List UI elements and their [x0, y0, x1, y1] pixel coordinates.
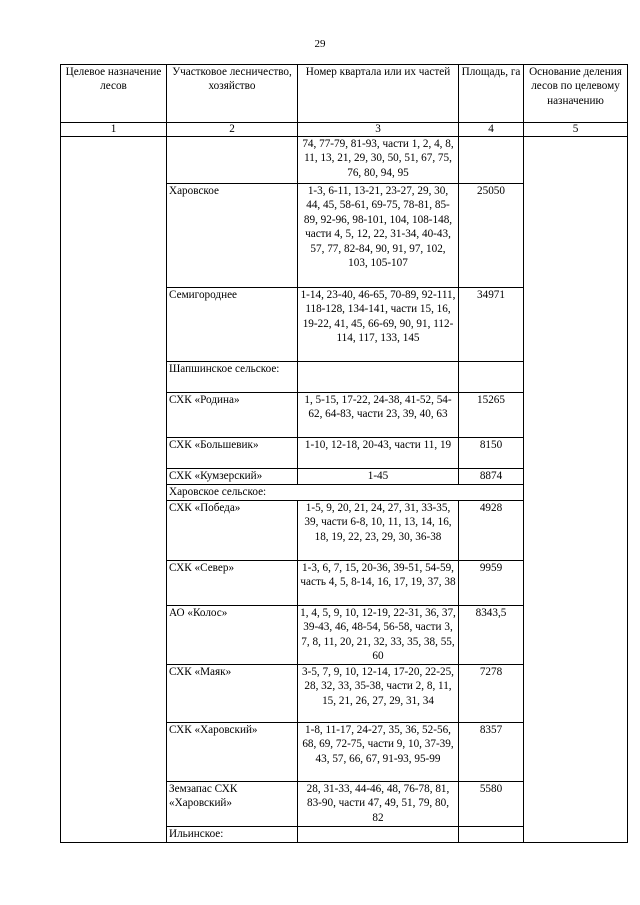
- purpose-cell: [61, 137, 167, 843]
- basis-cell: [524, 137, 628, 843]
- quarters-cell: [298, 827, 459, 843]
- forestry-cell: [167, 137, 298, 184]
- area-cell: 8357: [459, 723, 524, 782]
- forest-division-table: [60, 64, 628, 843]
- column-number: 4: [459, 123, 524, 137]
- header-basis: Основание деления лесов по целевому назначению: [524, 65, 628, 123]
- forestry-cell: СХК «Север»: [167, 561, 298, 606]
- column-number: 3: [298, 123, 459, 137]
- area-cell: 15265: [459, 393, 524, 438]
- quarters-cell: 74, 77-79, 81-93, части 1, 2, 4, 8, 11, 13, 21, 29, 30, 50, 51, 67, 75, 76, 80, 94, 95: [298, 137, 459, 184]
- forestry-cell: СХК «Маяк»: [167, 665, 298, 723]
- quarters-cell: 3-5, 7, 9, 10, 12-14, 17-20, 22-25, 28, 32, 33, 35-38, части 2, 8, 11, 15, 21, 26, 27, 29, 31, 34: [298, 665, 459, 723]
- header-forestry: Участковое лесничество, хозяйство: [167, 65, 298, 123]
- quarters-cell: 28, 31-33, 44-46, 48, 76-78, 81, 83-90, части 47, 49, 51, 79, 80, 82: [298, 782, 459, 827]
- forestry-cell: СХК «Кумзерский»: [167, 469, 298, 485]
- area-cell: 9959: [459, 561, 524, 606]
- forestry-cell: АО «Колос»: [167, 606, 298, 665]
- column-number: 1: [61, 123, 167, 137]
- page-number: 29: [314, 38, 326, 50]
- forestry-cell: Семигороднее: [167, 288, 298, 362]
- column-number: 5: [524, 123, 628, 137]
- area-cell: [459, 137, 524, 184]
- forestry-cell: СХК «Харовский»: [167, 723, 298, 782]
- forestry-cell: Ильинское:: [167, 827, 298, 843]
- area-cell: [459, 362, 524, 393]
- area-cell: 8343,5: [459, 606, 524, 665]
- quarters-cell: 1-3, 6-11, 13-21, 23-27, 29, 30, 44, 45, 58-61, 69-75, 78-81, 85-89, 92-96, 98-101, 104, 108-148, части 4, 5, 12, 22, 31-34, 40-43, 57, 77, 82-84, 90, 91, 97, 102, 103, 105-107: [298, 184, 459, 288]
- area-cell: 7278: [459, 665, 524, 723]
- column-number-row: [61, 123, 628, 137]
- quarters-cell: 1-10, 12-18, 20-43, части 11, 19: [298, 438, 459, 469]
- header-quarters: Номер квартала или их частей: [298, 65, 459, 123]
- column-number: 2: [167, 123, 298, 137]
- area-cell: [459, 827, 524, 843]
- quarters-cell: 1-8, 11-17, 24-27, 35, 36, 52-56, 68, 69, 72-75, части 9, 10, 37-39, 43, 57, 66, 67, 91-93, 95-99: [298, 723, 459, 782]
- area-cell: 34971: [459, 288, 524, 362]
- forestry-cell: Харовское сельское:: [167, 485, 524, 501]
- quarters-cell: 1-45: [298, 469, 459, 485]
- forestry-cell: СХК «Родина»: [167, 393, 298, 438]
- forestry-cell: СХК «Победа»: [167, 501, 298, 561]
- area-cell: 25050: [459, 184, 524, 288]
- quarters-cell: [298, 362, 459, 393]
- header-area: Площадь, га: [459, 65, 524, 123]
- area-cell: 4928: [459, 501, 524, 561]
- header-row: [61, 65, 628, 123]
- area-cell: 8150: [459, 438, 524, 469]
- quarters-cell: 1, 4, 5, 9, 10, 12-19, 22-31, 36, 37, 39-43, 46, 48-54, 56-58, части 3, 7, 8, 11, 20, 21, 32, 33, 35, 38, 55, 60: [298, 606, 459, 665]
- area-cell: 8874: [459, 469, 524, 485]
- forestry-cell: Харовское: [167, 184, 298, 288]
- table-row: [61, 137, 628, 184]
- quarters-cell: 1, 5-15, 17-22, 24-38, 41-52, 54-62, 64-83, части 23, 39, 40, 63: [298, 393, 459, 438]
- forestry-cell: Земзапас СХК «Харовский»: [167, 782, 298, 827]
- header-purpose: Целевое назначение лесов: [61, 65, 167, 123]
- quarters-cell: 1-14, 23-40, 46-65, 70-89, 92-111, 118-128, 134-141, части 15, 16, 19-22, 41, 45, 66-69, 90, 91, 112-114, 117, 133, 145: [298, 288, 459, 362]
- area-cell: 5580: [459, 782, 524, 827]
- forestry-cell: СХК «Большевик»: [167, 438, 298, 469]
- forestry-cell: Шапшинское сельское:: [167, 362, 298, 393]
- quarters-cell: 1-5, 9, 20, 21, 24, 27, 31, 33-35, 39, части 6-8, 10, 11, 13, 14, 16, 18, 19, 22, 23, 29, 30, 36-38: [298, 501, 459, 561]
- quarters-cell: 1-3, 6, 7, 15, 20-36, 39-51, 54-59, часть 4, 5, 8-14, 16, 17, 19, 37, 38: [298, 561, 459, 606]
